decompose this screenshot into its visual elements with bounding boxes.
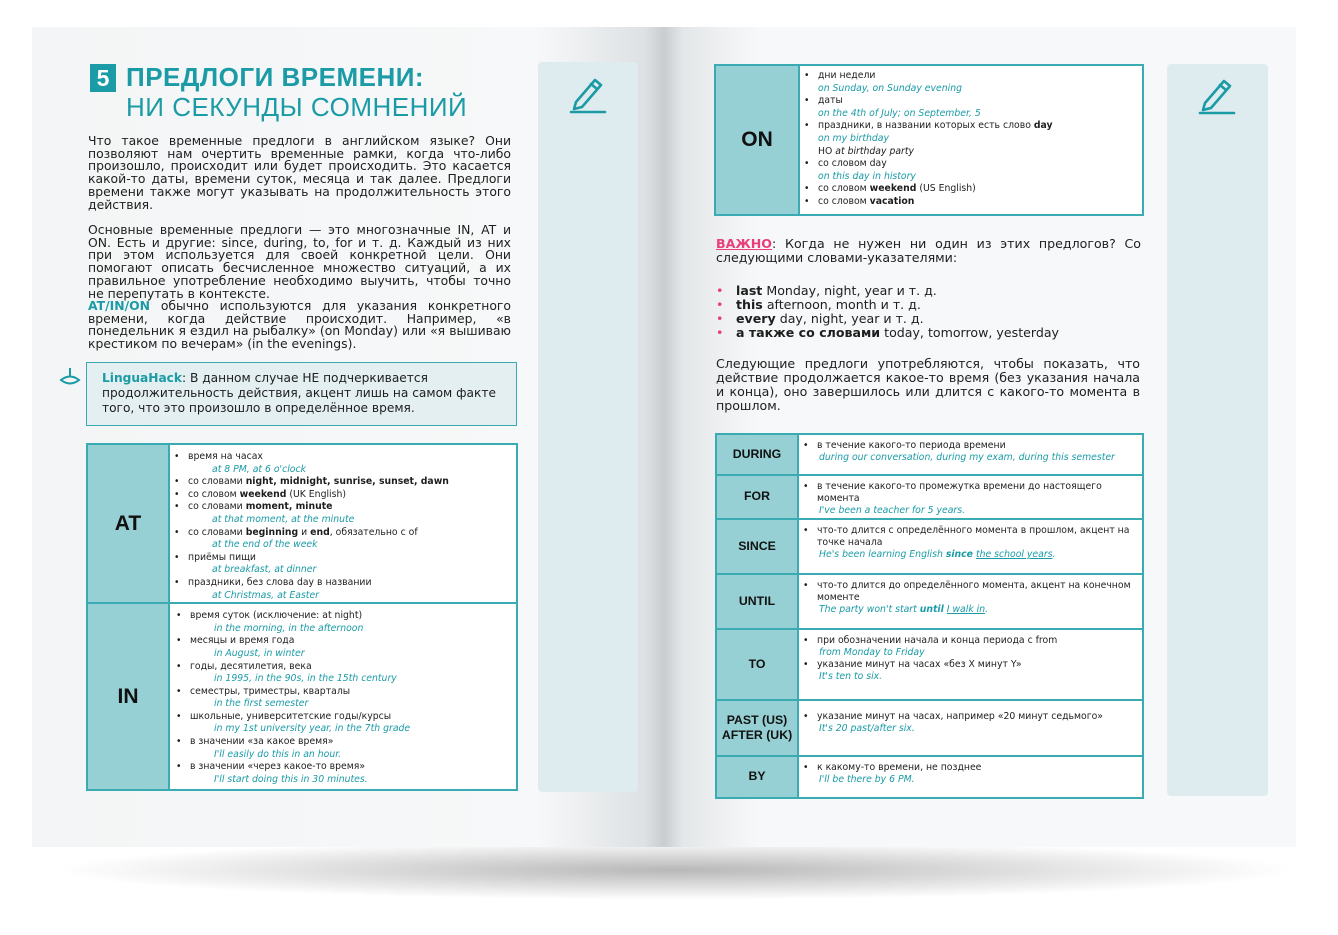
list-item: • указание минут на часах «без X минут Y» <box>801 659 1140 671</box>
at-in-table <box>86 443 518 791</box>
by-label: BY <box>716 756 798 798</box>
list-item: • семестры, триместры, кварталы <box>174 686 514 699</box>
list-item: • со словом weekend (UK English) <box>172 489 514 502</box>
in-rules <box>169 603 517 790</box>
on-label: ON <box>715 65 799 215</box>
list-item: • даты <box>802 95 1140 108</box>
list-item: • со словом weekend (US English) <box>802 183 1140 196</box>
example: during our conversation, during my exam, during this semester <box>819 452 1115 464</box>
table-row <box>87 444 517 603</box>
list-item: • указание минут на часах, например «20 минут седьмого» <box>801 711 1140 723</box>
example: in August, in winter <box>214 647 305 659</box>
example: I'll start doing this in 30 minutes. <box>214 773 368 785</box>
example: It's ten to six. <box>819 671 883 683</box>
at-in-on-paragraph <box>88 300 511 351</box>
to-label: TO <box>716 629 798 700</box>
linguahack-text: : В данном случае НЕ подчеркивается продолжительность действия, акцент лишь на самом факте того, что это произошло в определённое время. <box>102 371 496 415</box>
example: at that moment, at the minute <box>212 513 355 525</box>
example: He's been learning English since the school years. <box>819 549 1056 561</box>
table-row <box>716 629 1143 700</box>
list-item: • время суток (исключение: at night) <box>174 610 514 623</box>
list-item: • месяцы и время года <box>174 635 514 648</box>
by-rules <box>798 756 1143 798</box>
list-item: • приёмы пищи <box>172 552 514 565</box>
example: on my birthday <box>818 132 889 144</box>
example: on the 4th of July; on September, 5 <box>818 107 981 119</box>
at-in-on-text: обычно используются для указания конкретного времени, когда действие происходит. Например, «в понедельник я ездил на рыбалку» (on Monday) или «я вышиваю крестиком по вечерам» (in the evenings). <box>88 298 511 352</box>
graduation-hat-icon <box>58 366 82 388</box>
list-item: • every day, night, year и т. д. <box>716 312 1059 326</box>
since-label: SINCE <box>716 519 798 574</box>
book-shadow <box>50 840 1300 900</box>
list-item: • со словами night, midnight, sunrise, sunset, dawn <box>172 476 514 489</box>
until-rules <box>798 574 1143 629</box>
example: at Christmas, at Easter <box>212 589 319 601</box>
linguahack-brand-b: Hack <box>148 371 183 385</box>
table-row <box>716 574 1143 629</box>
example: on this day in history <box>818 170 916 182</box>
example: I'll easily do this in an hour. <box>214 748 342 760</box>
page-title: ПРЕДЛОГИ ВРЕМЕНИ: <box>126 62 425 92</box>
example: I've been a teacher for 5 years. <box>819 505 966 517</box>
example: in 1995, in the 90s, in the 15th century <box>214 673 397 685</box>
table-row <box>87 603 517 790</box>
left-sidebar <box>538 62 638 792</box>
duration-intro-paragraph: Следующие предлоги употребляются, чтобы показать, что действие продолжается какое-то время (без указания начала и конца), оно завершилось или длится с какого-то момента в прошлом. <box>716 356 1140 413</box>
example: in the morning, in the afternoon <box>214 622 364 634</box>
list-item: • при обозначении начала и конца периода с from <box>801 635 1140 647</box>
during-rules <box>798 434 1143 475</box>
important-text: : Когда не нужен ни один из этих предлогов? Со следующими словами-указателями: <box>716 236 1141 265</box>
list-item: • this afternoon, month и т. д. <box>716 298 1059 312</box>
list-item: • со словом vacation <box>802 196 1140 209</box>
list-item: • время на часах <box>172 451 514 464</box>
past-after-label: PAST (US) AFTER (UK) <box>716 700 798 756</box>
example: at breakfast, at dinner <box>212 564 317 576</box>
on-rules <box>799 65 1143 215</box>
page-subtitle: НИ СЕКУНДЫ СОМНЕНИЙ <box>126 92 468 122</box>
during-label: DURING <box>716 434 798 475</box>
list-item: НО at birthday party <box>818 145 915 157</box>
main-prepositions-paragraph: Основные временные предлоги — это многозначные IN, AT и ON. Есть и другие: since, during, to, for и т. д. Каждый из них при этом используется для своей конкретной цели. Они помогают описать бесчисленное множество ситуаций, а их правильное употребление необходимо выучить, чтобы точно не перепутать в контексте. <box>88 222 511 301</box>
important-label: ВАЖНО <box>716 236 773 251</box>
list-item: • праздники, в названии которых есть слово day <box>802 120 1140 133</box>
list-item: • со словами beginning и end, обязательно с of <box>172 527 514 540</box>
at-label: AT <box>87 444 169 603</box>
list-item: • что-то длится с определённого момента в прошлом, акцент на точке начала <box>801 525 1140 549</box>
for-label: FOR <box>716 475 798 519</box>
list-item: • к какому-то времени, не позднее <box>801 762 1140 774</box>
list-item: • годы, десятилетия, века <box>174 661 514 674</box>
example: from Monday to Friday <box>819 646 925 658</box>
table-row <box>716 700 1143 756</box>
table-row <box>716 475 1143 519</box>
section-number-badge: 5 <box>90 64 116 92</box>
example: in my 1st university year, in the 7th grade <box>214 723 411 735</box>
list-item: • а также со словами today, tomorrow, yesterday <box>716 326 1059 340</box>
at-in-on-label: AT/IN/ON <box>88 298 151 313</box>
example: at 8 PM, at 6 o'clock <box>212 463 306 475</box>
pencil-icon <box>1197 73 1237 115</box>
example: on Sunday, on Sunday evening <box>818 82 962 94</box>
on-table <box>714 64 1144 216</box>
example: at the end of the week <box>212 539 318 551</box>
to-rules <box>798 629 1143 700</box>
linguahack-brand-a: Lingua <box>102 371 149 385</box>
table-row <box>716 756 1143 798</box>
table-row <box>715 65 1143 215</box>
list-item: • что-то длится до определённого момента, акцент на конечном моменте <box>801 580 1140 604</box>
list-item: • со словом day <box>802 158 1140 171</box>
at-rules <box>169 444 517 603</box>
right-sidebar <box>1167 64 1268 796</box>
list-item: • школьные, университетские годы/курсы <box>174 711 514 724</box>
list-item: • праздники, без слова day в названии <box>172 577 514 590</box>
list-item: • в течение какого-то промежутка времени до настоящего момента <box>801 481 1140 505</box>
for-rules <box>798 475 1143 519</box>
example: in the first semester <box>214 698 309 710</box>
example: I'll be there by 6 PM. <box>819 773 915 785</box>
list-item: • со словами moment, minute <box>172 501 514 514</box>
past-after-rules <box>798 700 1143 756</box>
since-rules <box>798 519 1143 574</box>
list-item: • в значении «за какое время» <box>174 736 514 749</box>
duration-prepositions-table <box>715 433 1144 799</box>
in-label: IN <box>87 603 169 790</box>
example: It's 20 past/after six. <box>819 722 915 734</box>
list-item: • дни недели <box>802 70 1140 83</box>
list-item: • в течение какого-то периода времени <box>801 440 1140 452</box>
intro-paragraph: Что такое временные предлоги в английском языке? Они позволяют нам очертить временные рамки, когда что-либо произошло, происходит или будет происходить. Это касается какой-то даты, времени суток, месяца и так далее. Предлоги времени также могут указывать на продолжительность этого действия. <box>88 133 511 212</box>
table-row <box>716 434 1143 475</box>
linguahack-box <box>86 362 517 426</box>
example: The party won't start until I walk in. <box>819 604 989 616</box>
list-item: • last Monday, night, year и т. д. <box>716 284 1059 298</box>
list-item: • в значении «через какое-то время» <box>174 761 514 774</box>
important-note <box>716 237 1141 265</box>
pointer-word-list <box>716 284 1059 340</box>
until-label: UNTIL <box>716 574 798 629</box>
pencil-icon <box>568 72 608 114</box>
table-row <box>716 519 1143 574</box>
